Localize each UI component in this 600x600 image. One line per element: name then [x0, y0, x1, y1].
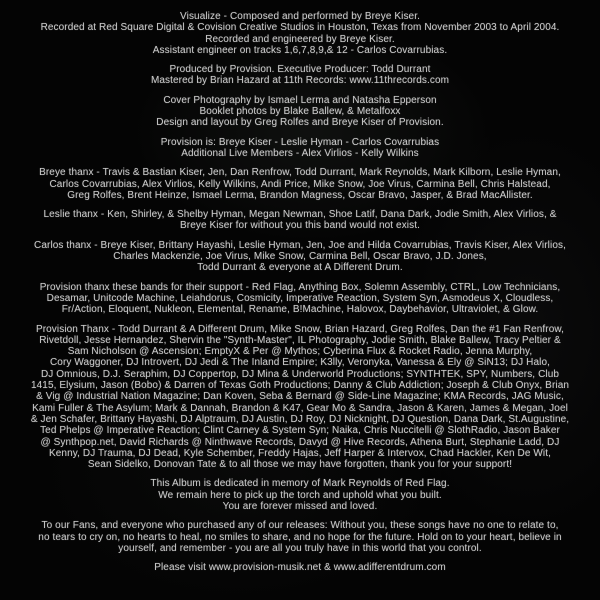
thanx-line: Provision Thanx - Todd Durrant & A Different Drum, Mike Snow, Brian Hazard, Greg Rolfes, Dan the #1 Fan Renfrow,	[35, 323, 565, 335]
thanx-line: Greg Rolfes, Brent Heinze, Ismael Lerma, Brandon Magness, Oscar Bravo, Jasper, & Brad MacAllister.	[67, 189, 533, 201]
credit-line: Assistant engineer on tracks 1,6,7,8,9,& 12 - Carlos Covarrubias.	[152, 44, 448, 56]
thanx-line: Leslie thanx - Ken, Shirley, & Shelby Hyman, Megan Newman, Shoe Latif, Dana Dark, Jodie Smith, Alex Virlios, &	[43, 209, 557, 221]
fans-line: no tears to cry on, no hearts to heal, no smiles to share, and no hope for the future. Hold on to your heart, believe in	[38, 531, 562, 543]
band-members-line: Additional Live Members - Alex Virlios - Kelly Wilkins	[181, 147, 419, 159]
thanx-line: Ted Phelps @ Imperative Reaction; Clint Carney & System Syn; Naika, Chris Nuccitelli @ SlothRadio, Jason Baker	[40, 425, 560, 437]
recording-credits	[0, 11, 600, 56]
carlos-thanx	[0, 240, 600, 274]
fans-line: To our Fans, and everyone who purchased any of our releases: Without you, these songs have no one to relate to,	[41, 520, 559, 532]
breye-thanx	[0, 167, 600, 201]
credit-line: Produced by Provision. Executive Producer: Todd Durrant	[169, 64, 431, 76]
thanx-line: & Vig @ Industrial Nation Magazine; Dan Koven, Seba & Bernard @ Side-Line Magazine; KMA Records, JAG Music,	[36, 391, 564, 403]
thanx-line: Fr/Action, Eloquent, Nukleon, Elemental, Rename, B!Machine, Halovox, Daybehavior, Ultraviolet, & Glow.	[61, 304, 539, 316]
photo-design-credits	[0, 95, 600, 129]
credit-line: Recorded at Red Square Digital & Covision Creative Studios in Houston, Texas from November 2003 to April 2004.	[40, 22, 560, 34]
leslie-thanx	[0, 209, 600, 232]
credit-line: Booklet photos by Blake Ballew, & Metalfoxx	[199, 106, 401, 118]
thanx-line: Carlos thanx - Breye Kiser, Brittany Hayashi, Leslie Hyman, Jen, Joe and Hilda Covarrubias, Travis Kiser, Alex Virlios,	[34, 239, 566, 251]
provision-band-thanx	[0, 282, 600, 316]
dedication-line: This Album is dedicated in memory of Mark Reynolds of Red Flag.	[150, 478, 450, 490]
thanx-line: Rivetdoll, Jesse Hernandez, Shervin the "Synth-Master", IL Photography, Jodie Smith, Blake Ballew, Tracy Peltier &	[39, 334, 561, 346]
thanx-line: & Jen Schafer, Brittany Hayashi, DJ Alptraum, DJ Austin, DJ Roy, DJ Nicknight, DJ Question, Dana Dark, St.Augustine,	[30, 413, 570, 425]
credit-line: Visualize - Composed and performed by Breye Kiser.	[180, 11, 420, 22]
fans-line: yourself, and remember - you are all you truly have in this world that you control.	[118, 542, 482, 554]
credit-line: Mastered by Brian Hazard at 11th Records: www.11threcords.com	[150, 75, 450, 87]
thanx-line: Kami Fuller & The Asylum; Mark & Dannah, Brandon & K47, Gear Mo & Sandra, Jason & Karen, James & Megan, Joel	[32, 402, 568, 414]
fans-message	[0, 520, 600, 554]
dedication	[0, 478, 600, 512]
credit-line: Design and layout by Greg Rolfes and Breye Kiser of Provision.	[156, 117, 444, 129]
thanx-line: Kenny, DJ Trauma, DJ Dead, Kyle Schember, Freddy Hajas, Jeff Harper & Intervox, Chad Hackler, Ken De Wit,	[49, 447, 551, 459]
thanx-line: Cory Waggoner, DJ Introvert, DJ Jedi & The Inland Empire; K3lly, Veronyka, Vanessa & Ely @ SiN13; DJ Halo,	[49, 357, 551, 369]
website-footer	[0, 562, 600, 573]
thanx-line: 1415, Elysium, Jason (Bobo) & Darren of Texas Goth Productions; Danny & Club Addiction; Joseph & Club Onyx, Brian	[30, 380, 570, 392]
website-footer-line: Please visit www.provision-musik.net & www.adifferentdrum.com	[154, 562, 446, 574]
provision-thanx	[0, 324, 600, 471]
thanx-line: Provision thanx these bands for their support - Red Flag, Anything Box, Solemn Assembly, CTRL, Low Technicians,	[39, 281, 561, 293]
credit-line: Recorded and engineered by Breye Kiser.	[205, 33, 395, 45]
thanx-line: DJ Omnious, D.J. Seraphim, DJ Coppertop, DJ Mina & Underworld Productions; SYNTHTEK, SPY, Numbers, Club	[40, 368, 560, 380]
thanx-line: Carlos Covarrubias, Alex Virlios, Kelly Wilkins, Andi Price, Mike Snow, Joe Virus, Carmina Bell, Chris Halstead,	[49, 178, 551, 190]
thanx-line: Breye thanx - Travis & Bastian Kiser, Jen, Dan Renfrow, Todd Durrant, Mark Reynolds, Mark Kilborn, Leslie Hyman,	[39, 167, 561, 179]
band-members	[0, 137, 600, 160]
thanx-line: Charles Mackenzie, Joe Virus, Mike Snow, Carmina Bell, Oscar Bravo, J.D. Jones,	[113, 251, 487, 263]
thanx-line: Sam Nicholson @ Ascension; EmptyX & Per @ Mythos; Cyberina Flux & Rocket Radio, Jenna Murphy,	[67, 346, 533, 358]
thanx-line: Sean Sidelko, Donovan Tate & to all those we may have forgotten, thank you for your support!	[87, 459, 513, 471]
thanx-line: Todd Durrant & everyone at A Different Drum.	[197, 262, 403, 274]
thanx-line: Desamar, Unitcode Machine, Leiahdorus, Cosmicity, Imperative Reaction, System Syn, Asmodeus X, Cloudless,	[46, 292, 554, 304]
band-members-line: Provision is: Breye Kiser - Leslie Hyman - Carlos Covarrubias	[160, 136, 440, 148]
credit-line: Cover Photography by Ismael Lerma and Natasha Epperson	[163, 94, 437, 106]
thanx-line: @ Synthpop.net, David Richards @ Ninthwave Records, Davyd @ Hive Records, Athena Burt, Stephanie Ladd, DJ	[40, 436, 560, 448]
production-credits	[0, 64, 600, 87]
dedication-line: We remain here to pick up the torch and uphold what you built.	[158, 489, 442, 501]
dedication-line: You are forever missed and loved.	[222, 500, 378, 512]
thanx-line: Breye Kiser for without you this band would not exist.	[180, 220, 420, 232]
